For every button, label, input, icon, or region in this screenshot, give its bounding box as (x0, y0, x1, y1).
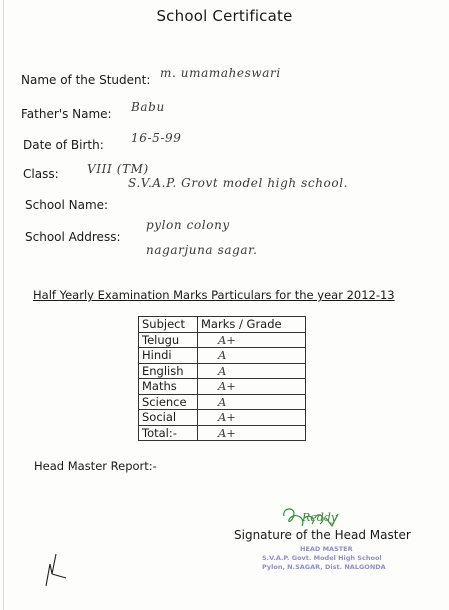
grade-cell: A (198, 394, 306, 410)
head-master-report-label: Head Master Report:- (34, 459, 157, 473)
grade-cell: A (198, 363, 306, 379)
grade-cell: A+ (198, 425, 306, 441)
dob-value: 16-5-99 (131, 131, 182, 145)
subject-cell: Science (139, 394, 198, 410)
grade-column-header: Marks / Grade (198, 317, 306, 333)
marks-section-heading: Half Yearly Examination Marks Particulars for the year 2012-13 (33, 288, 395, 302)
page-title: School Certificate (156, 7, 293, 25)
table-row (139, 363, 306, 379)
subject-cell: Total:- (139, 425, 198, 441)
subject-cell: Hindi (139, 348, 198, 364)
signature-scribble-text: Reddy (302, 511, 338, 524)
father-name-label: Father's Name: (21, 107, 112, 121)
scan-edge (3, 0, 4, 610)
subject-cell: Telugu (139, 332, 198, 348)
student-name-value: m. umamaheswari (160, 66, 281, 80)
school-address-label: School Address: (25, 230, 121, 244)
subject-cell: Maths (139, 379, 198, 395)
school-name-value: S.V.A.P. Grovt model high school. (128, 176, 349, 190)
grade-cell: A+ (198, 379, 306, 395)
grade-cell: A+ (198, 332, 306, 348)
school-name-label: School Name: (25, 198, 109, 212)
marks-table (138, 316, 306, 441)
class-value: VIII (TM) (87, 162, 149, 176)
grade-cell: A (198, 348, 306, 364)
school-address-line2: nagarjuna sagar. (146, 243, 258, 257)
stamp-line2: S.V.A.P. Govt. Model High School (262, 554, 382, 562)
subject-cell: Social (139, 410, 198, 426)
table-row (139, 332, 306, 348)
subject-column-header: Subject (139, 317, 198, 333)
father-name-value: Babu (131, 100, 165, 114)
table-row (139, 394, 306, 410)
stamp-line3: Pylon, N.SAGAR, Dist. NALGONDA (262, 563, 386, 571)
subject-cell: English (139, 363, 198, 379)
table-row (139, 348, 306, 364)
student-name-label: Name of the Student: (21, 73, 151, 87)
school-address-line1: pylon colony (146, 218, 230, 232)
table-row (139, 379, 306, 395)
class-label: Class: (23, 167, 59, 181)
table-row (139, 410, 306, 426)
stamp-line1: HEAD MASTER (300, 545, 353, 553)
head-master-stamp (262, 545, 412, 575)
marks-table-header (139, 317, 306, 333)
dob-label: Date of Birth: (23, 138, 104, 152)
pen-scribble-mark (40, 548, 80, 588)
signature-label: Signature of the Head Master (234, 528, 411, 542)
grade-cell: A+ (198, 410, 306, 426)
table-row (139, 425, 306, 441)
